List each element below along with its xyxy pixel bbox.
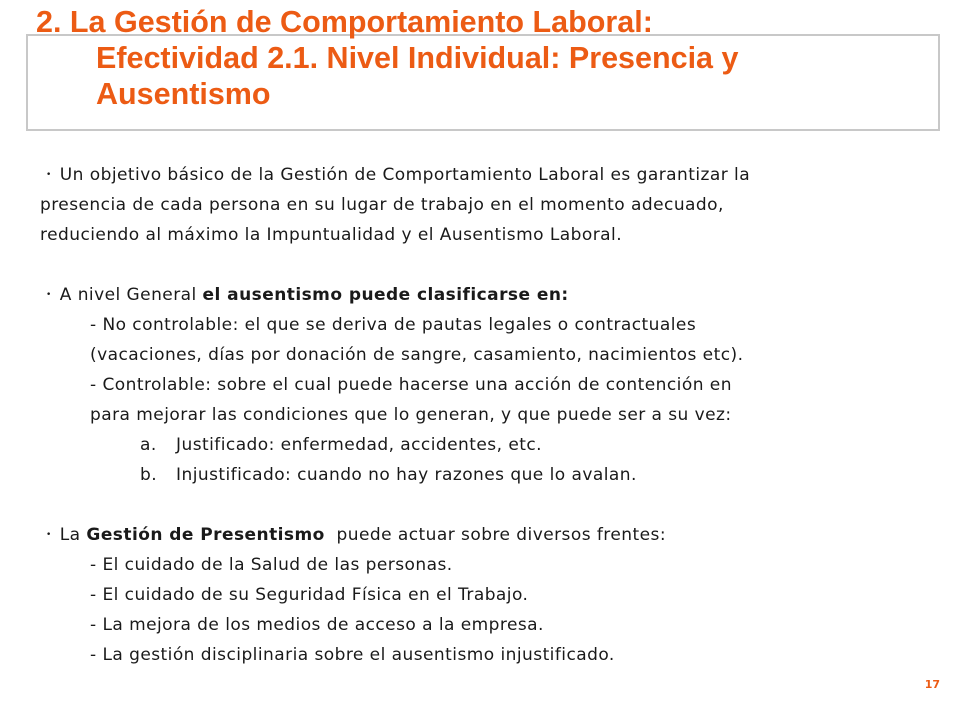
list-item [40,460,940,490]
list-item [40,430,940,460]
paragraph-text: La [59,525,87,545]
paragraph-line [40,280,940,310]
title-line-2: Efectividad 2.1. Nivel Individual: Presencia y [96,41,739,75]
slide-body [40,160,940,670]
paragraph-text: puede actuar sobre diversos frentes: [324,525,667,545]
paragraph-line: para mejorar las condiciones que lo generan, y que puede ser a su vez: [90,405,732,425]
list-item-label: a. [140,435,157,455]
paragraph-line: (vacaciones, días por donación de sangre, casamiento, nacimientos etc). [90,345,744,365]
paragraph-text: Un objetivo básico de la Gestión de Comportamiento Laboral es garantizar la [59,165,751,185]
paragraph-line: - Controlable: sobre el cual puede hacerse una acción de contención en [90,375,732,395]
paragraph-line: presencia de cada persona en su lugar de trabajo en el momento adecuado, [40,195,724,215]
paragraph-line [40,160,940,190]
paragraph-text: A nivel General [59,285,203,305]
paragraph-line: - La gestión disciplinaria sobre el ausentismo injustificado. [90,645,615,665]
list-item-label: b. [140,465,158,485]
paragraph-line [40,520,940,550]
emphasis-text: Gestión de Presentismo [86,525,325,545]
title-line-3: Ausentismo [96,77,271,111]
paragraph-line: - El cuidado de su Seguridad Física en el Trabajo. [90,585,529,605]
paragraph-line: - No controlable: el que se deriva de pautas legales o contractuales [90,315,697,335]
paragraph-line: - La mejora de los medios de acceso a la empresa. [90,615,544,635]
slide-title [36,4,936,112]
paragraph-line: - El cuidado de la Salud de las personas. [90,555,453,575]
paragraph-line: reduciendo al máximo la Impuntualidad y el Ausentismo Laboral. [40,225,623,245]
list-item-text: Injustificado: cuando no hay razones que lo avalan. [176,465,637,485]
title-line-1: 2. La Gestión de Comportamiento Laboral: [36,5,653,39]
emphasis-text: el ausentismo puede clasificarse en: [202,285,569,305]
page-number: 17 [924,678,940,691]
bullet-icon: • [46,290,52,300]
bullet-icon: • [46,530,52,540]
list-item-text: Justificado: enfermedad, accidentes, etc. [176,435,542,455]
bullet-icon: • [46,170,52,180]
